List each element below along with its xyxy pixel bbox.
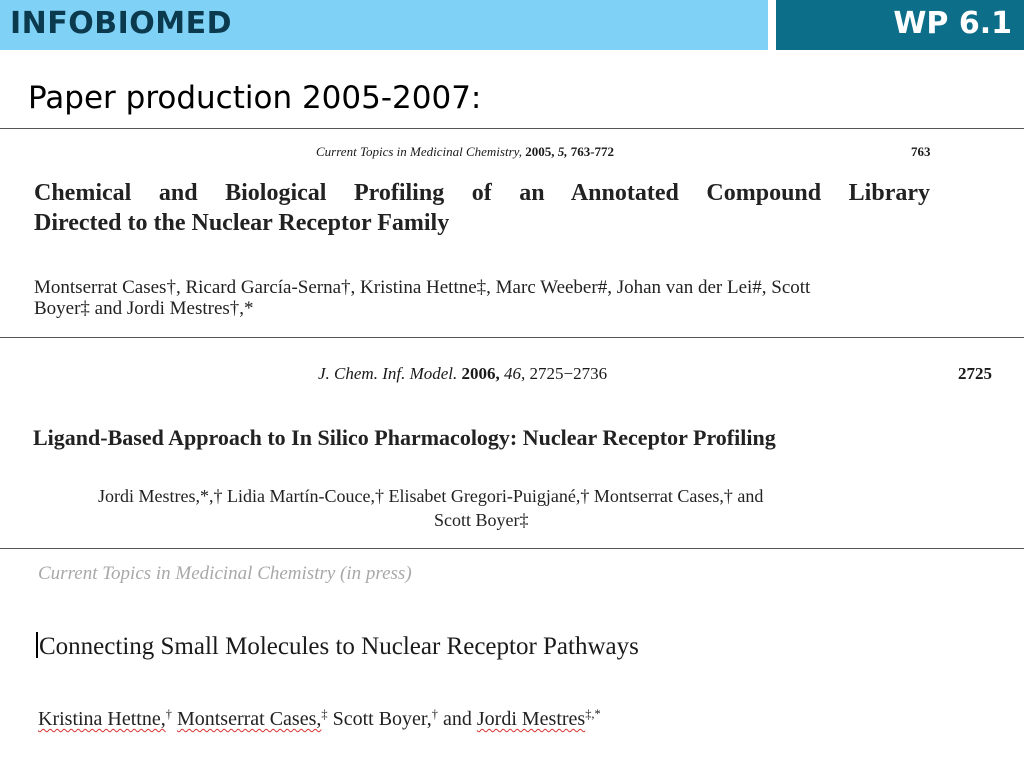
author-connector: and (442, 707, 472, 730)
brand-title: INFOBIOMED (10, 6, 233, 41)
paper-2-year: 2006, (461, 364, 500, 383)
author-affiliation-mark: ‡,* (585, 707, 601, 721)
divider (0, 128, 1024, 129)
divider (0, 337, 1024, 338)
slide-title: Paper production 2005-2007: (28, 80, 482, 116)
divider (0, 548, 1024, 549)
author-affiliation-mark: † (165, 707, 172, 721)
paper-2-title: Ligand-Based Approach to In Silico Pharmacology: Nuclear Receptor Profiling (33, 425, 776, 450)
workpackage-label: WP 6.1 (893, 6, 1012, 41)
paper-1-title-line-2: Directed to the Nuclear Receptor Family (34, 210, 450, 236)
author-affiliation-mark: ‡ (321, 707, 328, 721)
author-name: Jordi Mestres (476, 707, 586, 730)
paper-2-volume: 46, (504, 364, 526, 383)
text-cursor (36, 632, 38, 658)
paper-3-title: Connecting Small Molecules to Nuclear Receptor Pathways (39, 633, 639, 660)
paper-2-authors-line-2: Scott Boyer‡ (434, 510, 529, 530)
header-wp-bar (776, 0, 1024, 50)
header-brand-bar (0, 0, 768, 50)
paper-2-citation (318, 364, 607, 384)
paper-1-authors-line-1: Montserrat Cases†, Ricard García-Serna†, Kristina Hettne‡, Marc Weeber#, Johan van der Lei#, Scott (34, 277, 811, 298)
paper-1-journal: Current Topics in Medicinal Chemistry, (316, 144, 522, 159)
paper-2-page-number: 2725 (958, 364, 992, 383)
paper-1-title-line-1: Chemical and Biological Profiling of an Annotated Compound Library (34, 180, 930, 206)
paper-1-pages: 763-772 (570, 144, 615, 159)
paper-2-authors-line-1: Jordi Mestres,*,† Lidia Martín-Couce,† Elisabet Gregori-Puigjané,† Montserrat Cases,† and (98, 486, 764, 506)
author-name: Montserrat Cases, (176, 707, 322, 730)
paper-1-citation (316, 144, 614, 160)
paper-3-journal: Current Topics in Medicinal Chemistry (in press) (38, 563, 412, 584)
author-name: Kristina Hettne, (38, 707, 166, 730)
paper-1-authors-line-2: Boyer‡ and Jordi Mestres†,* (34, 298, 254, 319)
author-affiliation-mark: † (431, 707, 438, 721)
paper-1-volume: 5, (557, 144, 568, 159)
paper-2-pages: 2725−2736 (529, 364, 608, 383)
paper-1-page-number: 763 (911, 144, 931, 159)
paper-1-year: 2005, (525, 144, 555, 159)
paper-2-journal: J. Chem. Inf. Model. (318, 364, 458, 383)
paper-3-authors (38, 707, 601, 731)
author-name: Scott Boyer, (332, 707, 432, 730)
paper-3-title-row (36, 632, 639, 661)
